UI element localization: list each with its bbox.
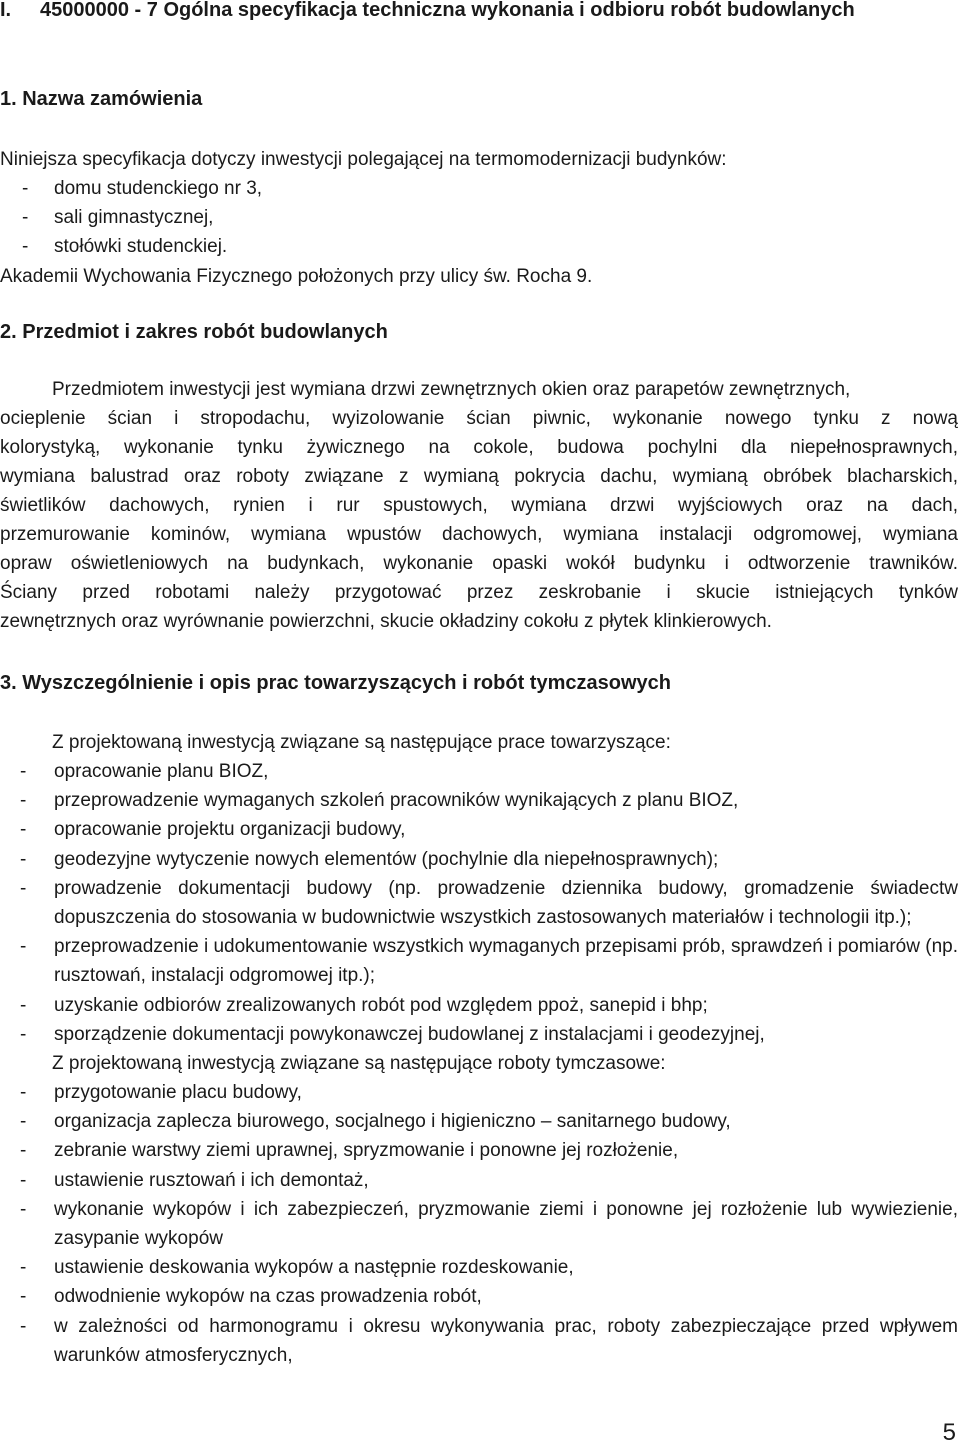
list-item: - opracowanie projektu organizacji budowy, (20, 819, 406, 841)
section2-line: przemurowanie kominów, wymiana wpustów dachowych, wymiana instalacji odgromowej, wymiana (0, 524, 958, 545)
list-item: - sporządzenie dokumentacji powykonawczej budowlanej z instalacjami i geodezyjnej, (20, 1023, 765, 1045)
list-item: - opracowanie planu BIOZ, (20, 761, 269, 782)
section3-heading: 3. Wyszczególnienie i opis prac towarzyszących i robót tymczasowych (0, 672, 671, 694)
section2-line: świetlików dachowych, rynien i rur spustowych, wymiana drzwi wyjściowych oraz na dach, (0, 495, 958, 516)
section1-body (0, 145, 958, 291)
list-item: - przeprowadzenie i udokumentowanie wszystkich wymaganych przepisami prób, sprawdzeń i pomiarów (np. rusztowań, instalacji odgromowej itp.); (20, 936, 958, 987)
section2-line: kolorystyką, wykonanie tynku żywicznego na cokole, budowa pochylni dla niepełnosprawnych, (0, 437, 958, 458)
list-item: - ustawienie deskowania wykopów a następnie rozdeskowanie, (20, 1257, 574, 1279)
list-item: - organizacja zaplecza biurowego, socjalnego i higieniczno – sanitarnego budowy, (20, 1111, 731, 1133)
list-item: - prowadzenie dokumentacji budowy (np. prowadzenie dziennika budowy, gromadzenie świadectw dopuszczenia do stosowania w budownictwie wszystkich zastosowanych materiałów i technologii itp.); (20, 877, 958, 929)
temporary-list (0, 1078, 958, 1370)
list-item: - odwodnienie wykopów na czas prowadzenia robót, (20, 1286, 482, 1308)
section2-heading: 2. Przedmiot i zakres robót budowlanych (0, 321, 388, 343)
section2-body (0, 375, 958, 636)
list-item: - wykonanie wykopów i ich zabezpieczeń, pryzmowanie ziemi i ponowne jej rozłożenie lub wywiezienie, zasypanie wykopów (20, 1198, 958, 1250)
section2-line: Ściany przed robotami należy przygotować przez zeskrobanie i skucie istniejących tynków (0, 582, 958, 603)
page-number: 5 (942, 1419, 956, 1446)
section2-line: Przedmiotem inwestycji jest wymiana drzwi zewnętrznych okien oraz parapetów zewnętrznych, (52, 379, 851, 400)
list-item: - ustawienie rusztowań i ich demontaż, (20, 1169, 369, 1191)
document-title (0, 0, 960, 25)
list-item: - sali gimnastycznej, (22, 207, 214, 229)
list-item: - uzyskanie odbiorów zrealizowanych robót pod względem ppoż, sanepid i bhp; (20, 994, 708, 1016)
list-item: - stołówki studenckiej. (22, 236, 228, 258)
list-item: - przeprowadzenie wymaganych szkoleń pracowników wynikających z planu BIOZ, (20, 790, 739, 812)
section1-closing: Akademii Wychowania Fizycznego położonych przy ulicy św. Rocha 9. (0, 265, 593, 287)
section3-body (0, 728, 958, 1370)
list-item: - w zależności od harmonogramu i okresu wykonywania prac, roboty zabezpieczające przed wpływem warunków atmosferycznych, (20, 1315, 958, 1366)
section1-heading: 1. Nazwa zamówienia (0, 88, 203, 110)
title-number: I. (0, 0, 12, 21)
accompanying-intro: Z projektowaną inwestycją związane są następujące prace towarzyszące: (52, 732, 671, 753)
section1-intro: Niniejsza specyfikacja dotyczy inwestycji polegającej na termomodernizacji budynków: (0, 149, 727, 170)
section2-line: wymiana balustrad oraz roboty związane z wymianą pokrycia dachu, wymianą obróbek blacharskich, (0, 466, 958, 487)
list-item: - geodezyjne wytyczenie nowych elementów (pochylnie dla niepełnosprawnych); (20, 848, 719, 870)
temporary-intro: Z projektowaną inwestycją związane są następujące roboty tymczasowe: (52, 1053, 666, 1075)
title-text: 45000000 - 7 Ogólna specyfikacja techniczna wykonania i odbioru robót budowlanych (40, 0, 855, 21)
section2-line: zewnętrznych oraz wyrównanie powierzchni, skucie okładziny cokołu z płytek klinkierowych. (0, 611, 772, 632)
list-item: - przygotowanie placu budowy, (20, 1082, 302, 1104)
list-item: - domu studenckiego nr 3, (22, 178, 263, 199)
section1-list (0, 174, 958, 262)
list-item: - zebranie warstwy ziemi uprawnej, spryzmowanie i ponowne jej rozłożenie, (20, 1140, 679, 1162)
section2-line: ocieplenie ścian i stropodachu, wyizolowanie ścian piwnic, wykonanie nowego tynku z nową (0, 408, 958, 429)
section2-line: opraw oświetleniowych na budynkach, wykonanie opaski wokół budynku i odtworzenie trawników. (0, 553, 958, 574)
accompanying-list (0, 757, 958, 1049)
